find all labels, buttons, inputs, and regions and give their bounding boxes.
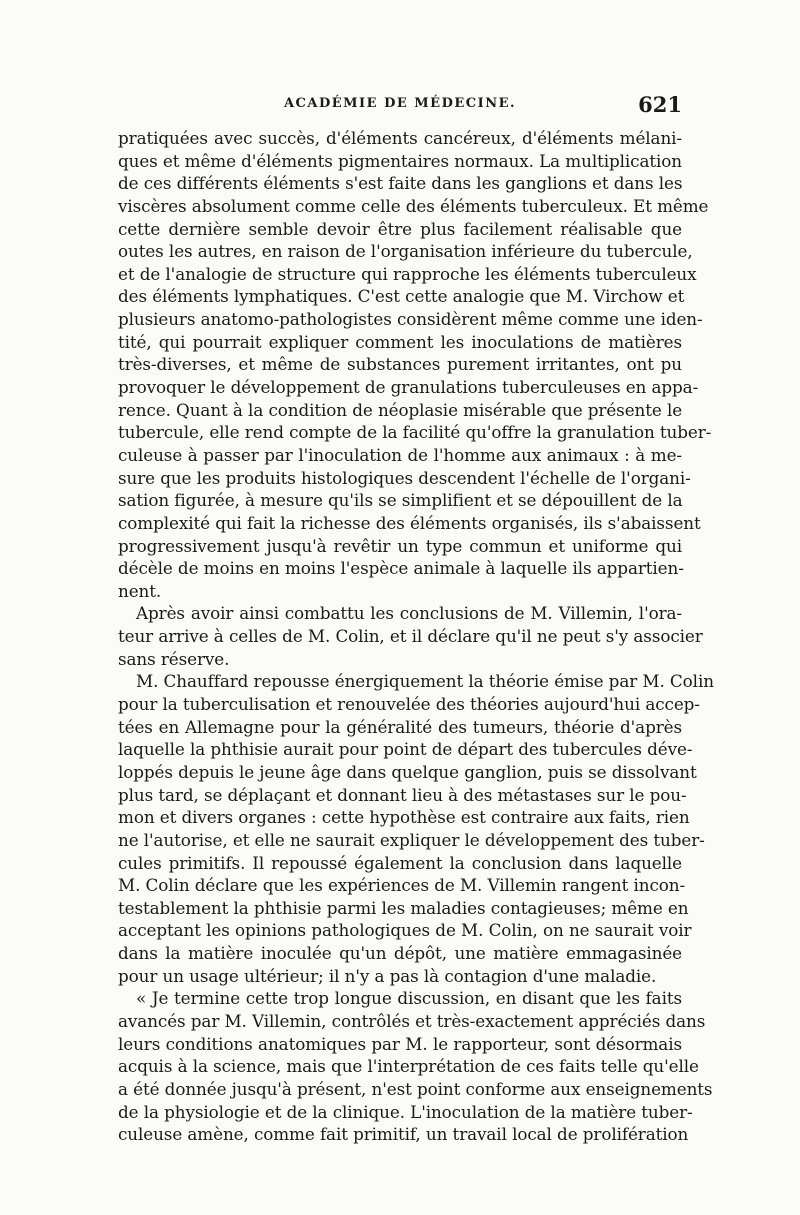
text-line: de ces différents éléments s'est faite dans les ganglions et dans les	[118, 173, 683, 194]
text-line: rence. Quant à la condition de néoplasie misérable que présente le	[118, 399, 683, 420]
text-line: plus tard, se déplaçant et donnant lieu à des métastases sur le pou-	[118, 784, 687, 805]
text-line: sation figurée, à mesure qu'ils se simplifient et se dépouillent de la	[118, 490, 683, 511]
text-line: a été donnée jusqu'à présent, n'est point conforme aux enseignements	[118, 1078, 713, 1099]
text-line: dans la matière inoculée qu'un dépôt, une matière emmagasinée	[118, 943, 682, 964]
text-line: M. Chauffard repousse énergiquement la théorie émise par M. Colin	[136, 671, 714, 692]
text-line: culeuse amène, comme fait primitif, un travail local de prolifération	[118, 1124, 689, 1145]
text-line: sure que les produits histologiques descendent l'échelle de l'organi-	[118, 467, 691, 488]
text-line: tité, qui pourrait expliquer comment les inoculations de matières	[118, 331, 682, 352]
text-line: des éléments lymphatiques. C'est cette analogie que M. Virchow et	[118, 286, 685, 307]
body-text	[118, 127, 714, 1146]
text-line: acceptant les opinions pathologiques de M. Colin, on ne saurait voir	[118, 920, 692, 941]
text-line: décèle de moins en moins l'espèce animale à laquelle ils appartien-	[118, 558, 684, 579]
text-line: et de l'analogie de structure qui rapproche les éléments tuberculeux	[118, 263, 697, 284]
text-line: testablement la phthisie parmi les maladies contagieuses; même en	[118, 897, 689, 918]
text-line: avancés par M. Villemin, contrôlés et très-exactement appréciés dans	[118, 1010, 706, 1031]
text-line: « Je termine cette trop longue discussion, en disant que les faits	[136, 988, 682, 1009]
running-title: ACADÉMIE DE MÉDECINE.	[283, 96, 517, 111]
text-line: outes les autres, en raison de l'organisation inférieure du tubercule,	[118, 241, 693, 262]
text-line: teur arrive à celles de M. Colin, et il déclare qu'il ne peut s'y associer	[118, 626, 703, 647]
text-line: leurs conditions anatomiques par M. le rapporteur, sont désormais	[118, 1033, 682, 1054]
text-line: culeuse à passer par l'inoculation de l'homme aux animaux : à me-	[118, 444, 682, 465]
text-line: très-diverses, et même de substances purement irritantes, ont pu	[118, 354, 682, 375]
text-line: progressivement jusqu'à revêtir un type commun et uniforme qui	[118, 535, 682, 556]
text-line: pour un usage ultérieur; il n'y a pas là contagion d'une maladie.	[118, 965, 657, 986]
running-head	[118, 92, 682, 122]
text-line: laquelle la phthisie aurait pour point de départ des tubercules déve-	[118, 739, 693, 760]
text-line: ne l'autorise, et elle ne saurait expliquer le développement des tuber-	[118, 829, 705, 850]
text-line: de la physiologie et de la clinique. L'inoculation de la matière tuber-	[118, 1101, 693, 1122]
text-line: ques et même d'éléments pigmentaires normaux. La multiplication	[118, 150, 682, 171]
text-line: loppés depuis le jeune âge dans quelque ganglion, puis se dissolvant	[118, 761, 697, 782]
text-line: cules primitifs. Il repoussé également la conclusion dans laquelle	[118, 852, 682, 873]
text-line: pour la tuberculisation et renouvelée des théories aujourd'hui accep-	[118, 694, 700, 715]
text-line: tées en Allemagne pour la généralité des tumeurs, théorie d'après	[118, 716, 682, 737]
text-line: sans réserve.	[118, 648, 230, 669]
text-line: complexité qui fait la richesse des éléments organisés, ils s'abaissent	[118, 512, 701, 533]
text-line: M. Colin déclare que les expériences de M. Villemin rangent incon-	[118, 875, 686, 896]
text-line: cette dernière semble devoir être plus facilement réalisable que	[118, 218, 682, 239]
text-line: mon et divers organes : cette hypothèse est contraire aux faits, rien	[118, 807, 690, 828]
text-line: Après avoir ainsi combattu les conclusions de M. Villemin, l'ora-	[136, 603, 682, 624]
text-line: acquis à la science, mais que l'interprétation de ces faits telle qu'elle	[118, 1056, 699, 1077]
text-line: plusieurs anatomo-pathologistes considèrent même comme une iden-	[118, 309, 703, 330]
page-number: 621	[638, 92, 682, 117]
text-line: tubercule, elle rend compte de la facilité qu'offre la granulation tuber-	[118, 422, 712, 443]
text-line: pratiquées avec succès, d'éléments cancéreux, d'éléments mélani-	[118, 128, 682, 148]
text-line: provoquer le développement de granulations tuberculeuses en appa-	[118, 377, 699, 398]
text-line: viscères absolument comme celle des éléments tuberculeux. Et même	[118, 195, 709, 216]
text-line: nent.	[118, 580, 162, 601]
